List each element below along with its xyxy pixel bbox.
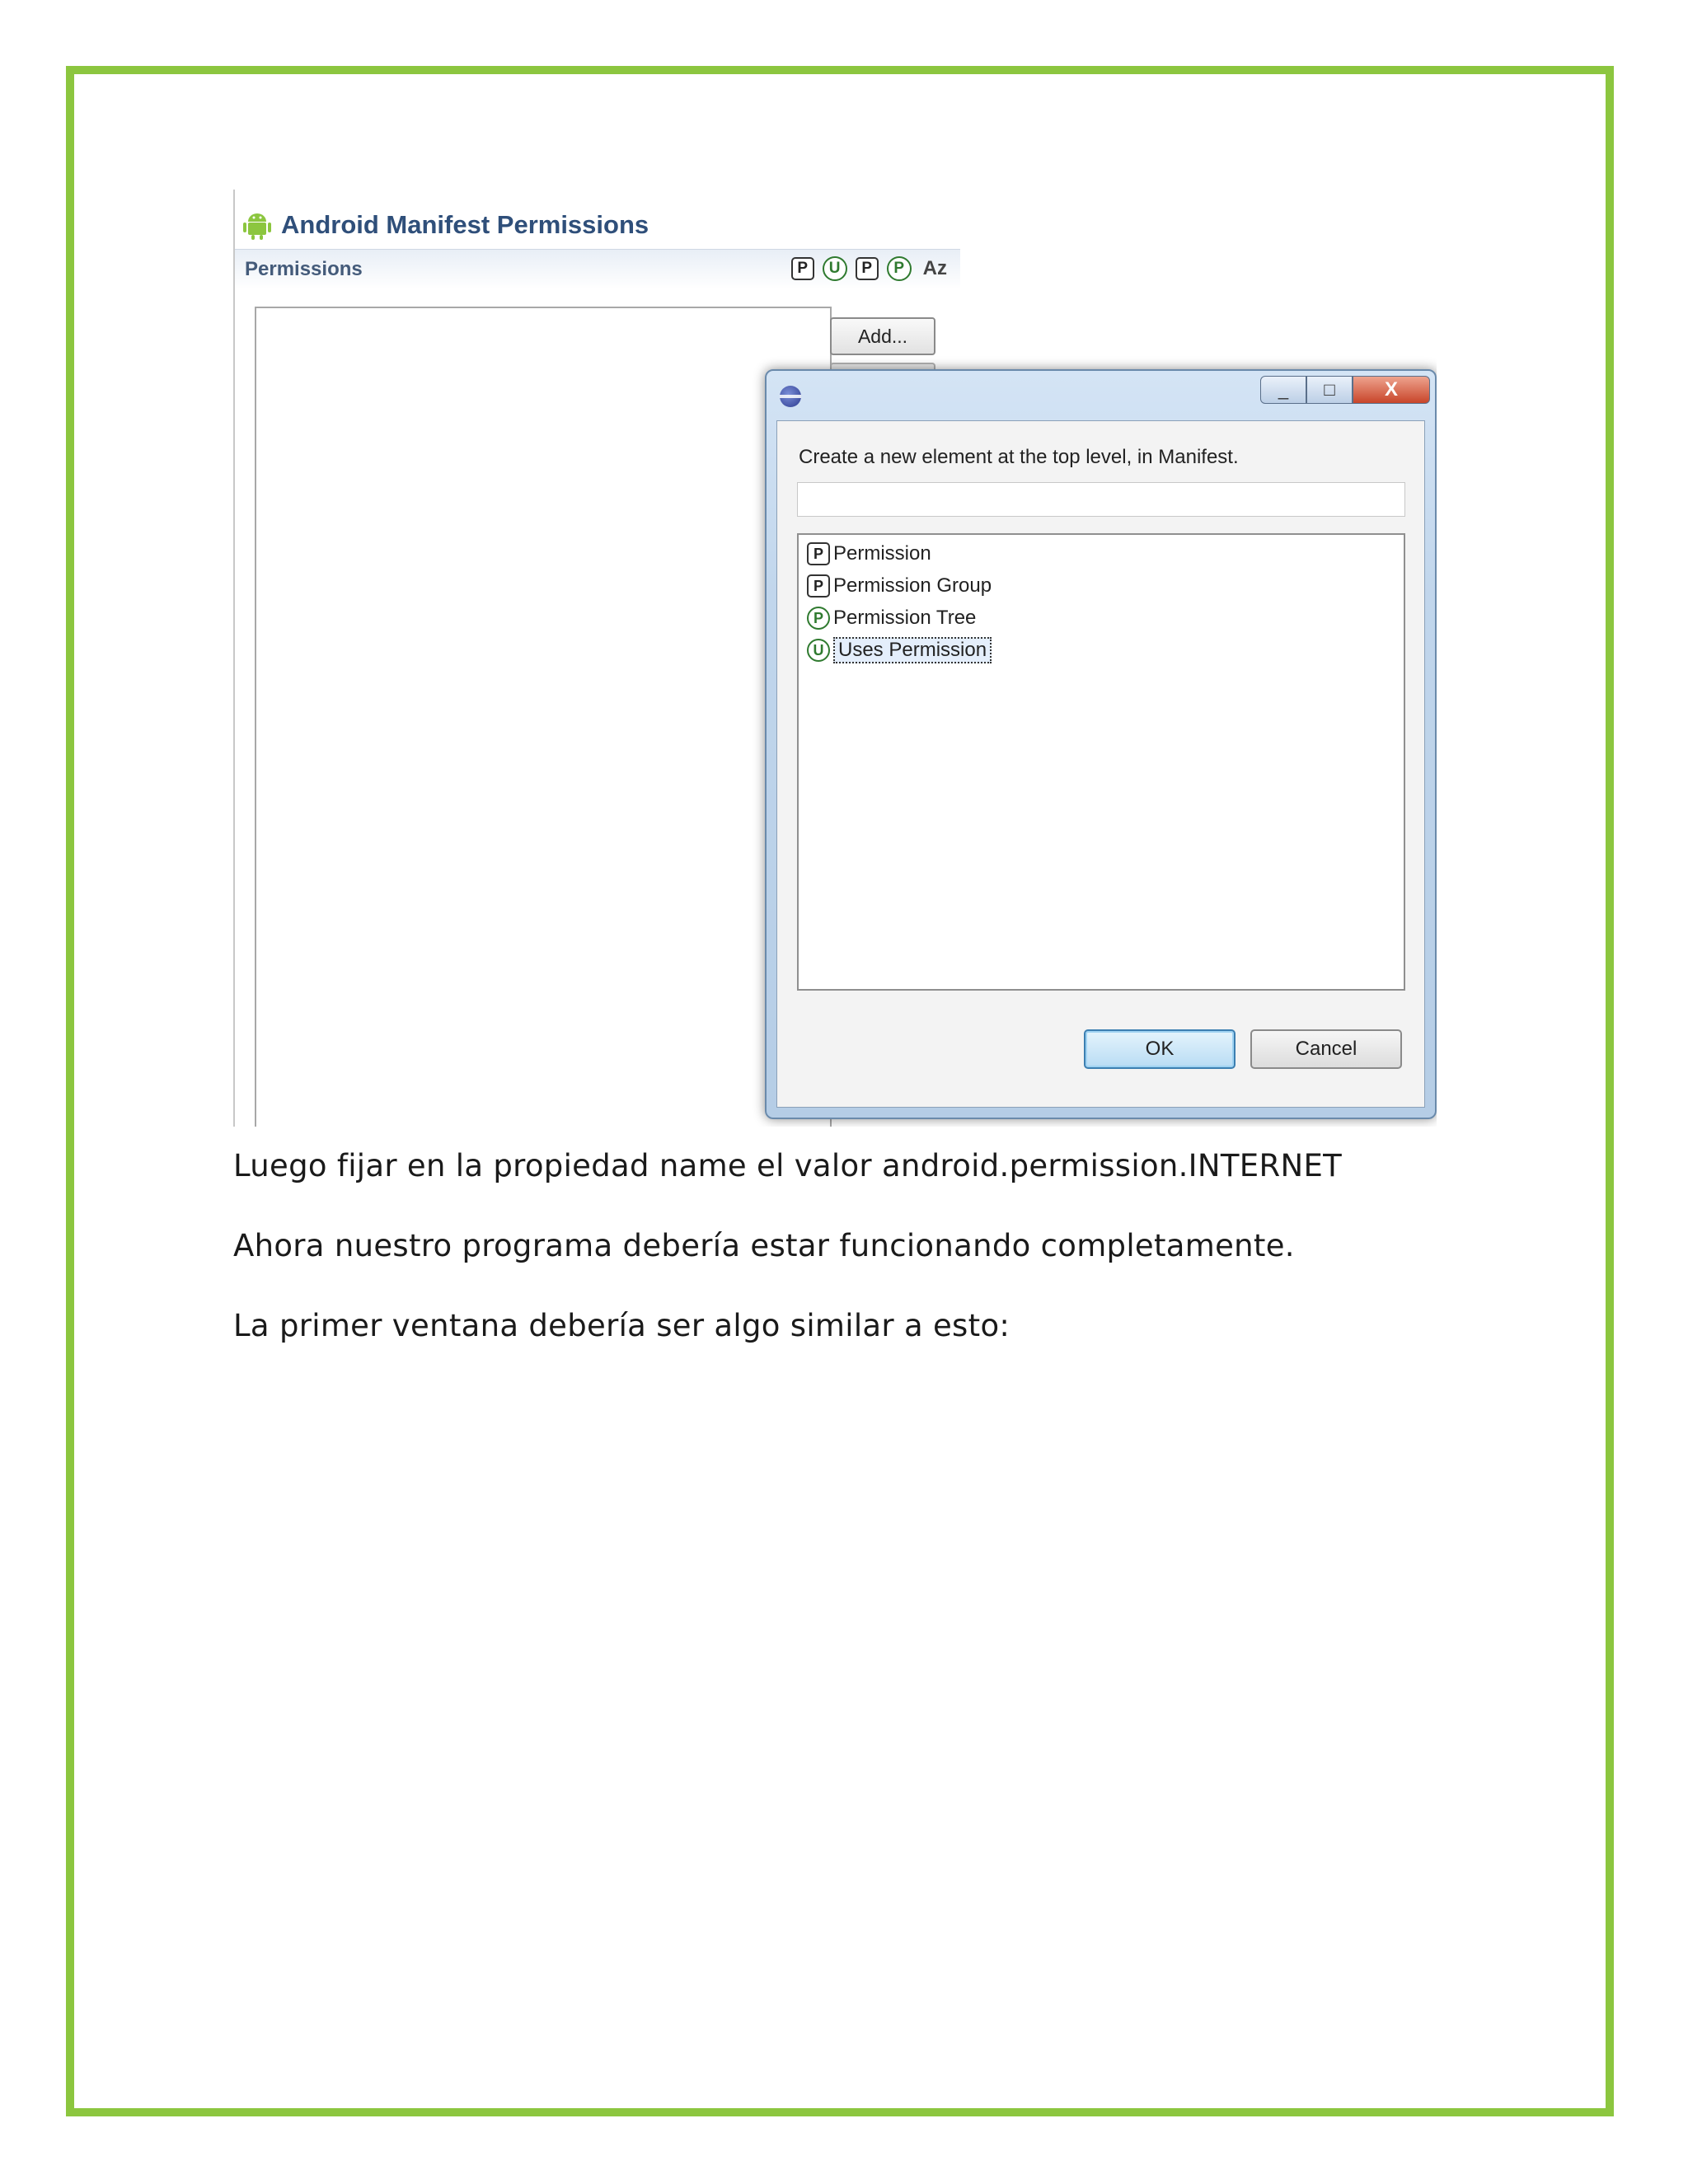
permissions-tree-list[interactable] <box>255 307 832 1127</box>
filter-input[interactable] <box>797 482 1405 517</box>
editor-left-edge <box>233 190 235 1127</box>
list-item-label: Uses Permission <box>833 637 992 663</box>
dialog-prompt: Create a new element at the top level, in Manifest. <box>799 446 1239 468</box>
element-list[interactable] <box>797 533 1405 991</box>
list-item-uses-permission[interactable] <box>807 636 992 664</box>
list-item-label: Permission <box>833 542 931 565</box>
section-title: Permissions <box>245 258 363 280</box>
maximize-button[interactable]: □ <box>1306 376 1353 404</box>
editor-title: Android Manifest Permissions <box>281 210 649 239</box>
add-button[interactable]: Add... <box>830 317 935 355</box>
permission-icon: P <box>807 542 830 565</box>
cancel-button[interactable]: Cancel <box>1250 1029 1402 1069</box>
permission-group-icon: P <box>807 574 830 598</box>
list-item-permission[interactable] <box>807 540 931 568</box>
paragraph-2: Ahora nuestro programa debería estar funcionando completamente. <box>233 1228 1295 1263</box>
ok-button[interactable]: OK <box>1084 1029 1236 1069</box>
close-button[interactable]: X <box>1353 376 1430 404</box>
paragraph-1: Luego fijar en la propiedad name el valor android.permission.INTERNET <box>233 1148 1343 1183</box>
permissions-section-header <box>235 249 960 289</box>
list-item-permission-group[interactable] <box>807 572 992 600</box>
uses-permission-icon: U <box>807 639 830 662</box>
eclipse-screenshot <box>233 190 1437 1127</box>
paragraph-3: La primer ventana debería ser algo similar a esto: <box>233 1308 1010 1343</box>
list-item-label: Permission Tree <box>833 607 977 629</box>
permission-icon[interactable]: P <box>791 257 814 280</box>
sort-alpha-icon[interactable]: Az <box>922 257 947 279</box>
minimize-button[interactable]: _ <box>1260 376 1306 404</box>
android-icon <box>243 210 271 240</box>
eclipse-icon <box>780 386 801 407</box>
window-controls <box>1260 376 1430 404</box>
sort-toolbar <box>791 256 947 281</box>
permission-tree-icon: P <box>807 607 830 630</box>
editor-header <box>243 204 649 246</box>
create-element-dialog <box>765 369 1437 1119</box>
list-item-permission-tree[interactable] <box>807 604 976 632</box>
permission-tree-icon[interactable]: P <box>887 256 912 281</box>
permission-group-icon[interactable]: P <box>856 257 879 280</box>
dialog-client-area <box>776 420 1425 1108</box>
list-item-label: Permission Group <box>833 574 992 597</box>
uses-permission-icon[interactable]: U <box>823 256 847 281</box>
